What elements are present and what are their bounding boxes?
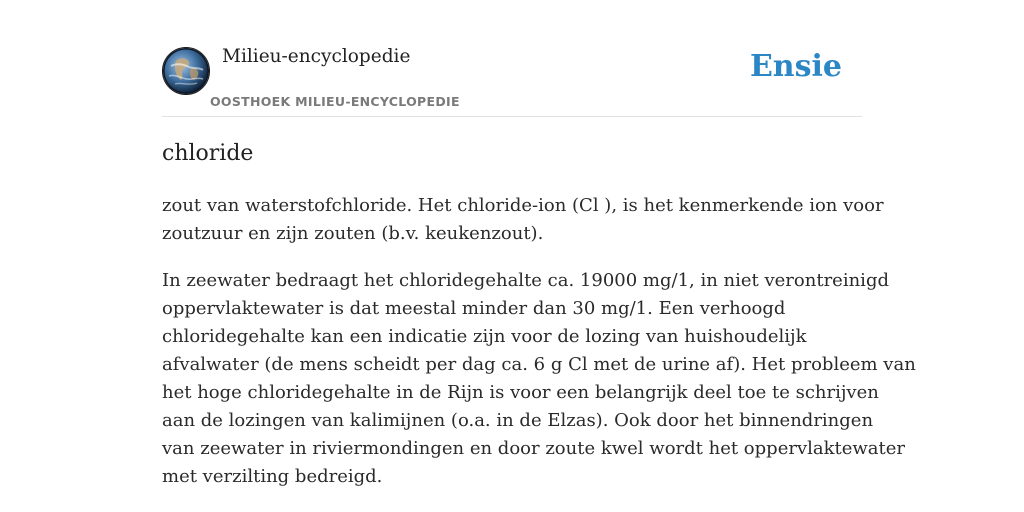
paragraph-line: afvalwater (de mens scheidt per dag ca. 6 g Cl met de urine af). Het probleem van xyxy=(162,354,916,375)
paragraph-line: oppervlaktewater is dat meestal minder dan 30 mg/1. Een verhoogd xyxy=(162,298,786,319)
paragraph-line: zoutzuur en zijn zouten (b.v. keukenzout). xyxy=(162,223,544,244)
article-paragraph-1 xyxy=(162,192,884,248)
earth-globe-icon xyxy=(163,48,209,94)
paragraph-line: het hoge chloridegehalte in de Rijn is voor een belangrijk deel toe te schrijven xyxy=(162,382,879,403)
paragraph-line: zout van waterstofchloride. Het chloride-ion (Cl ), is het kenmerkende ion voor xyxy=(162,195,884,216)
site-name[interactable]: Milieu-encyclopedie xyxy=(222,46,411,67)
site-subtitle: OOSTHOEK MILIEU-ENCYCLOPEDIE xyxy=(210,94,460,109)
paragraph-line: In zeewater bedraagt het chloridegehalte ca. 19000 mg/1, in niet verontreinigd xyxy=(162,270,889,291)
paragraph-line: met verzilting bedreigd. xyxy=(162,466,383,487)
site-avatar[interactable] xyxy=(162,47,210,95)
article-title: chloride xyxy=(162,141,254,166)
paragraph-line: van zeewater in riviermondingen en door zoute kwel wordt het oppervlaktewater xyxy=(162,438,906,459)
site-header xyxy=(162,0,862,117)
page-container xyxy=(162,0,916,487)
paragraph-line: chloridegehalte kan een indicatie zijn voor de lozing van huishoudelijk xyxy=(162,326,807,347)
article-paragraph-2 xyxy=(162,267,916,491)
paragraph-line: aan de lozingen van kalimijnen (o.a. in de Elzas). Ook door het binnendringen xyxy=(162,410,874,431)
ensie-logo-link[interactable]: Ensie xyxy=(749,49,842,84)
